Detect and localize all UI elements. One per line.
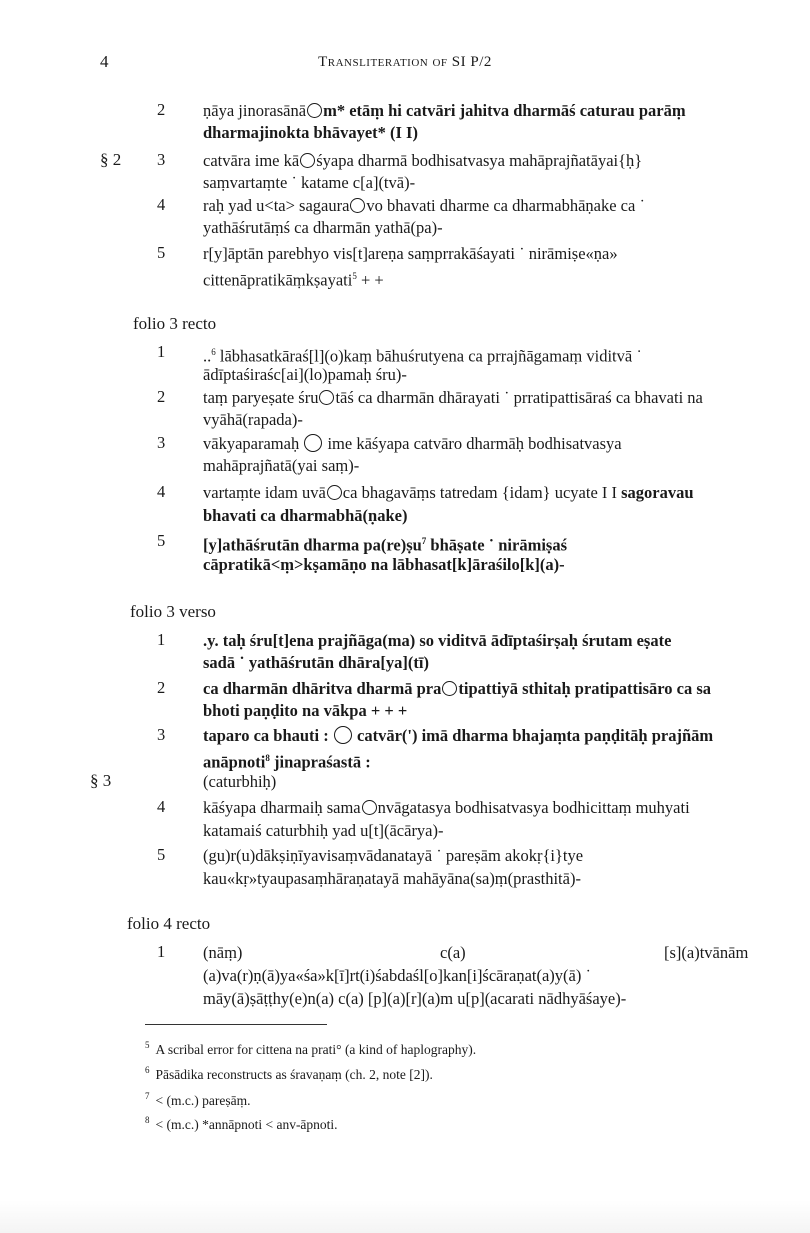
text-segment: ca bhagavāṃs tatredam {idam} ucyate I I [342,483,618,502]
footnote-ref[interactable]: 6 [211,347,216,357]
text-line [203,122,418,143]
text-segment: r[y]āptān parebhyo vis[t]areṇa saṃprrakāśayati ˙ nirāmiṣe«ṇa» [203,244,618,263]
text-segment: taparo ca bhauti : [203,726,329,745]
line-number: 1 [157,630,166,649]
line-number: 5 [157,243,166,262]
text-segment: dharmajinokta bhāvayet* (I I) [203,123,418,142]
text-line [203,100,686,121]
circle-symbol-icon [362,800,377,815]
text-line [203,505,407,526]
footnote-text: Pāsādika reconstructs as śravaṇaṃ (ch. 2, note [2]). [155,1067,433,1082]
scan-edge [0,1200,810,1233]
text-line [203,748,371,773]
circle-symbol-icon [350,198,365,213]
folio-heading: folio 3 verso [130,602,216,621]
text-segment: cittenāpratikāṃkṣayati [203,270,353,290]
text-segment: cāpratikā<ṃ>kṣamāṇo na lābhasat[k]āraśilo[k](a)- [203,555,565,574]
text-segment: mahāprajñatā(yai saṃ)- [203,456,360,475]
text-segment: catvāra ime kā [203,151,300,170]
text-line [203,868,581,889]
text-segment: saṃvartaṃte ˙ katame c[a](tvā)- [203,173,416,192]
text-line [203,845,583,866]
text-line [203,771,276,792]
text-line [203,965,591,986]
circle-symbol-icon [334,726,352,744]
text-line [203,531,567,556]
text-segment: vākyaparamaḥ [203,434,300,453]
text-segment: (gu)r(u)dākṣiṇīyavisaṃvādanatayā ˙ pareṣām akokṛ{i}tye [203,846,584,865]
text-segment: vo bhavati dharme ca dharmabhāṇake ca ˙ [366,196,645,215]
text-segment: anāpnoti [203,752,266,772]
footnote [145,1115,338,1133]
circle-symbol-icon [300,153,315,168]
footnote [145,1091,250,1109]
text-line [203,988,626,1009]
text-line [203,243,618,264]
text-segment: c(a) [440,943,466,962]
text-line [203,797,690,818]
text-line [203,217,443,238]
line-number: 1 [157,942,166,961]
footnote [145,1065,433,1083]
footnote-number: 7 [145,1091,150,1101]
text-segment: ādīptaśiraśc[ai](lo)pamaḥ śru)- [203,365,407,384]
text-segment: .. [203,346,212,366]
text-segment: sagoravau [621,483,694,502]
text-segment: nvāgatasya bodhisatvasya bodhicittaṃ muhyati [377,798,690,817]
text-segment: catvār(') imā dharma bhajaṃta paṇḍitāḥ prajñām [357,726,714,745]
text-line [203,433,622,454]
text-line [203,342,642,367]
section-marker: § 3 [90,771,112,790]
text-segment: raḥ yad u<ta> sagaura [203,196,350,215]
text-line [203,554,565,575]
text-line [440,942,466,963]
folio-heading: folio 4 recto [127,914,211,933]
circle-symbol-icon [307,103,322,118]
text-line [203,409,303,430]
line-number: 2 [157,678,166,697]
text-line [203,172,415,193]
text-line [203,387,703,408]
text-segment: (a)va(r)ṇ(ā)ya«śa»k[ī]rt(i)śabdaśl[o]kan[i]ścāraṇat(a)y(ā) ˙ [203,966,591,985]
text-segment: taṃ paryeṣate śru [203,388,319,407]
text-segment: m* etāṃ hi catvāri jahitva dharmāś caturau parāṃ [323,101,686,120]
text-line [203,725,713,746]
footnote-text: < (m.c.) *annāpnoti < anv-āpnoti. [155,1117,338,1132]
text-segment: bhoti paṇḍito na vākpa + + + [203,701,408,720]
text-line [203,678,711,699]
text-segment: sadā ˙ yathāśrutān dhāra[ya](tī) [203,653,429,672]
text-line [203,700,407,721]
text-segment: katamaiś caturbhiḥ yad u[t](ācārya)- [203,821,444,840]
text-line [203,266,384,291]
text-segment: śyapa dharmā bodhisatvasya mahāprajñatāyai{ḥ} [316,151,643,170]
circle-symbol-icon [304,434,322,452]
text-segment: jinapraśastā : [273,752,371,772]
line-number: 4 [157,195,166,214]
text-line [203,482,694,503]
text-segment: ime kāśyapa catvāro dharmāḥ bodhisatvasya [327,434,622,453]
text-segment [203,150,642,171]
text-line [203,652,429,673]
text-segment: kau«kṛ»tyaupasaṃhāraṇatayā mahāyāna(sa)ṃ(prasthitā)- [203,869,581,888]
footnote-number: 8 [145,1115,150,1125]
text-segment: tipattiyā sthitaḥ pratipattisāro ca sa [458,679,712,698]
footnote-text: < (m.c.) pareṣāṃ. [155,1093,251,1108]
page-number: 4 [100,52,109,71]
line-number: 1 [157,342,166,361]
text-line [664,942,748,963]
text-segment: yathāśrutāṃś ca dharmān yathā(pa)- [203,218,443,237]
text-segment: bhāṣate ˙ nirāmiṣaś [430,535,568,555]
footnote-divider [145,1024,327,1025]
footnote [145,1040,476,1058]
line-number: 3 [157,433,166,452]
text-segment: .y. taḥ śru[t]ena prajñāga(ma) so viditvā ādīptaśirṣaḥ śrutam eṣate [203,631,672,650]
running-title-text: Transliteration of SI P/2 [318,54,492,70]
footnote-ref[interactable]: 8 [265,753,270,763]
footnote-number: 5 [145,1040,150,1050]
text-segment: vartaṃte idam uvā [203,483,326,502]
text-segment: + + [360,270,384,290]
text-segment: [y]athāśrutān dharma pa(re)ṣu [203,535,422,555]
text-line [203,942,242,963]
circle-symbol-icon [319,390,334,405]
text-line [203,630,671,651]
text-segment: bhavati ca dharmabhā(ṇake) [203,506,408,525]
text-segment: (nāṃ) [203,943,243,962]
line-number: 2 [157,387,166,406]
text-segment: kāśyapa dharmaiḥ sama [203,798,361,817]
running-title [0,54,810,71]
section-marker: § 2 [100,150,122,169]
footnote-text: A scribal error for cittena na prati° (a kind of haplography). [155,1042,477,1057]
text-segment: vyāhā(rapada)- [203,410,303,429]
circle-symbol-icon [327,485,342,500]
text-segment: (caturbhiḥ) [203,772,277,791]
footnote-ref[interactable]: 5 [352,271,357,281]
text-segment: [s](a)tvānām [664,943,749,962]
line-number: 2 [157,100,166,119]
folio-heading: folio 3 recto [133,314,217,333]
text-segment: ca dharmān dhāritva dharmā pra [203,679,442,698]
text-line [203,195,645,216]
footnote-ref[interactable]: 7 [421,536,427,546]
circle-symbol-icon [442,681,457,696]
line-number: 4 [157,482,166,501]
text-line [203,455,359,476]
line-number: 4 [157,797,166,816]
line-number: 3 [157,150,166,169]
text-segment: māy(ā)ṣāṭṭhy(e)n(a) c(a) [p](a)[r](a)m u[p](acarati nādhyāśaye)- [203,989,627,1008]
text-segment: ṇāya jinorasānā [203,101,307,120]
footnote-number: 6 [145,1065,150,1075]
text-line [203,150,758,171]
text-line [203,364,407,385]
text-segment: tāś ca dharmān dhārayati ˙ prratipattisāraś ca bhavati na [335,388,703,407]
text-segment: lābhasatkāraś[l](o)kaṃ bāhuśrutyena ca prrajñāgamaṃ viditvā ˙ [219,346,642,366]
line-number: 5 [157,531,166,550]
line-number: 5 [157,845,166,864]
line-number: 3 [157,725,166,744]
text-line [203,820,444,841]
